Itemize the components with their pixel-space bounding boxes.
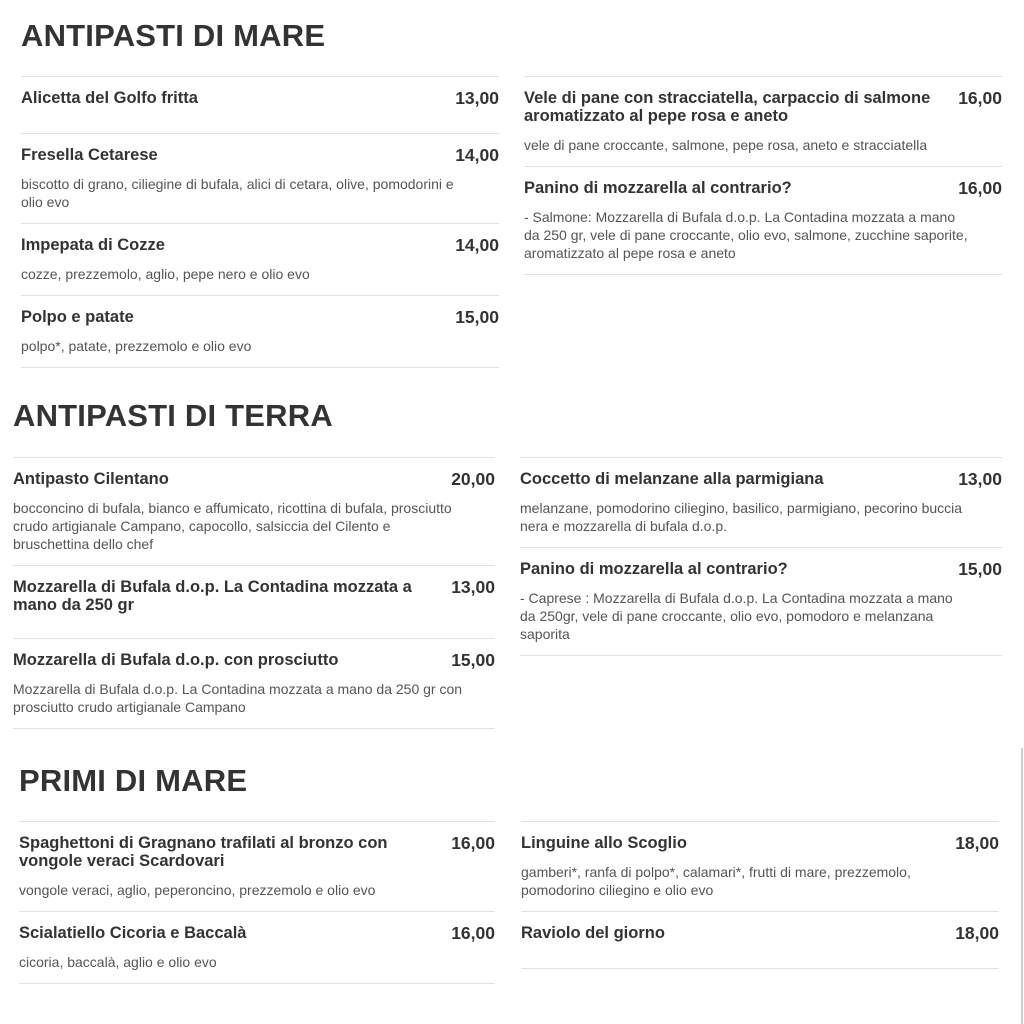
item-name: Mozzarella di Bufala d.o.p. La Contadina mozzata a mano da 250 gr: [13, 578, 412, 614]
menu-item: [13, 565, 495, 638]
item-description: cicoria, baccalà, aglio e olio evo: [19, 954, 217, 970]
item-description: - Salmone: Mozzarella di Bufala d.o.p. La Contadina mozzata a mano da 250 gr, vele di pane croccante, olio evo, salmone, zucchine saporite, aromatizzato al pepe rosa e aneto: [524, 209, 968, 261]
item-name: Scialatiello Cicoria e Baccalà: [19, 924, 247, 942]
section-title-antipasti-mare: ANTIPASTI DI MARE: [21, 18, 326, 53]
item-price: 18,00: [955, 923, 999, 943]
item-price: 13,00: [455, 88, 499, 108]
item-description: - Caprese : Mozzarella di Bufala d.o.p. La Contadina mozzata a mano da 250gr, vele di pane croccante, olio evo, pomodoro e melanzana saporita: [520, 590, 953, 642]
menu-item: [19, 911, 495, 984]
item-price: 15,00: [451, 650, 495, 670]
item-price: 16,00: [451, 833, 495, 853]
antipasti-terra-left-column: [13, 457, 495, 729]
menu-item: [19, 821, 495, 911]
item-name: Panino di mozzarella al contrario?: [524, 179, 792, 197]
item-name: Vele di pane con stracciatella, carpaccio di salmone aromatizzato al pepe rosa e aneto: [524, 89, 931, 125]
menu-item: [21, 133, 499, 223]
item-name: Spaghettoni di Gragnano trafilati al bronzo con vongole veraci Scardovari: [19, 834, 388, 870]
item-price: 14,00: [455, 145, 499, 165]
menu-item: [521, 911, 999, 969]
menu-item: [13, 457, 495, 565]
item-price: 18,00: [955, 833, 999, 853]
section-title-antipasti-terra: ANTIPASTI DI TERRA: [13, 398, 333, 433]
item-description: polpo*, patate, prezzemolo e olio evo: [21, 338, 252, 354]
page-edge-divider: [1021, 748, 1023, 1024]
item-name: Alicetta del Golfo fritta: [21, 89, 198, 107]
item-name: Coccetto di melanzane alla parmigiana: [520, 470, 824, 488]
menu-item: [524, 76, 1002, 166]
item-name: Raviolo del giorno: [521, 924, 665, 942]
item-description: cozze, prezzemolo, aglio, pepe nero e olio evo: [21, 266, 310, 282]
menu-item: [520, 547, 1002, 656]
item-price: 13,00: [958, 469, 1002, 489]
menu-item: [521, 821, 999, 911]
item-price: 16,00: [958, 88, 1002, 108]
item-name: Polpo e patate: [21, 308, 134, 326]
item-price: 16,00: [958, 178, 1002, 198]
primi-mare-left-column: [19, 821, 495, 984]
menu-item: [21, 295, 499, 368]
item-description: vongole veraci, aglio, peperoncino, prezzemolo e olio evo: [19, 882, 376, 898]
antipasti-terra-right-column: [520, 457, 1002, 656]
antipasti-mare-left-column: [21, 76, 499, 368]
item-price: 20,00: [451, 469, 495, 489]
item-name: Fresella Cetarese: [21, 146, 158, 164]
item-description: melanzane, pomodorino ciliegino, basilico, parmigiano, pecorino buccia nera e mozzarella di bufala d.o.p.: [520, 500, 963, 534]
item-description: bocconcino di bufala, bianco e affumicato, ricottina di bufala, prosciutto crudo artigianale Campano, capocollo, salsiccia del Cilento e bruschettina dello chef: [13, 500, 452, 552]
section-title-primi-mare: PRIMI DI MARE: [19, 763, 248, 798]
menu-item: [21, 223, 499, 295]
item-name: Impepata di Cozze: [21, 236, 165, 254]
menu-item: [520, 457, 1002, 547]
antipasti-mare-right-column: [524, 76, 1002, 275]
menu-item: [524, 166, 1002, 275]
item-description: Mozzarella di Bufala d.o.p. La Contadina mozzata a mano da 250 gr con prosciutto crudo artigianale Campano: [13, 681, 463, 715]
item-description: gamberi*, ranfa di polpo*, calamari*, frutti di mare, prezzemolo, pomodorino ciliegino e olio evo: [521, 864, 911, 898]
primi-mare-right-column: [521, 821, 999, 969]
item-description: biscotto di grano, ciliegine di bufala, alici di cetara, olive, pomodorini e olio evo: [21, 176, 454, 210]
item-description: vele di pane croccante, salmone, pepe rosa, aneto e stracciatella: [524, 137, 928, 153]
menu-item: [13, 638, 495, 729]
item-price: 15,00: [455, 307, 499, 327]
item-name: Panino di mozzarella al contrario?: [520, 560, 788, 578]
menu-item: [21, 76, 499, 133]
item-price: 15,00: [958, 559, 1002, 579]
item-price: 16,00: [451, 923, 495, 943]
item-name: Antipasto Cilentano: [13, 470, 169, 488]
item-price: 14,00: [455, 235, 499, 255]
item-price: 13,00: [451, 577, 495, 597]
item-name: Mozzarella di Bufala d.o.p. con prosciutto: [13, 651, 339, 669]
item-name: Linguine allo Scoglio: [521, 834, 687, 852]
